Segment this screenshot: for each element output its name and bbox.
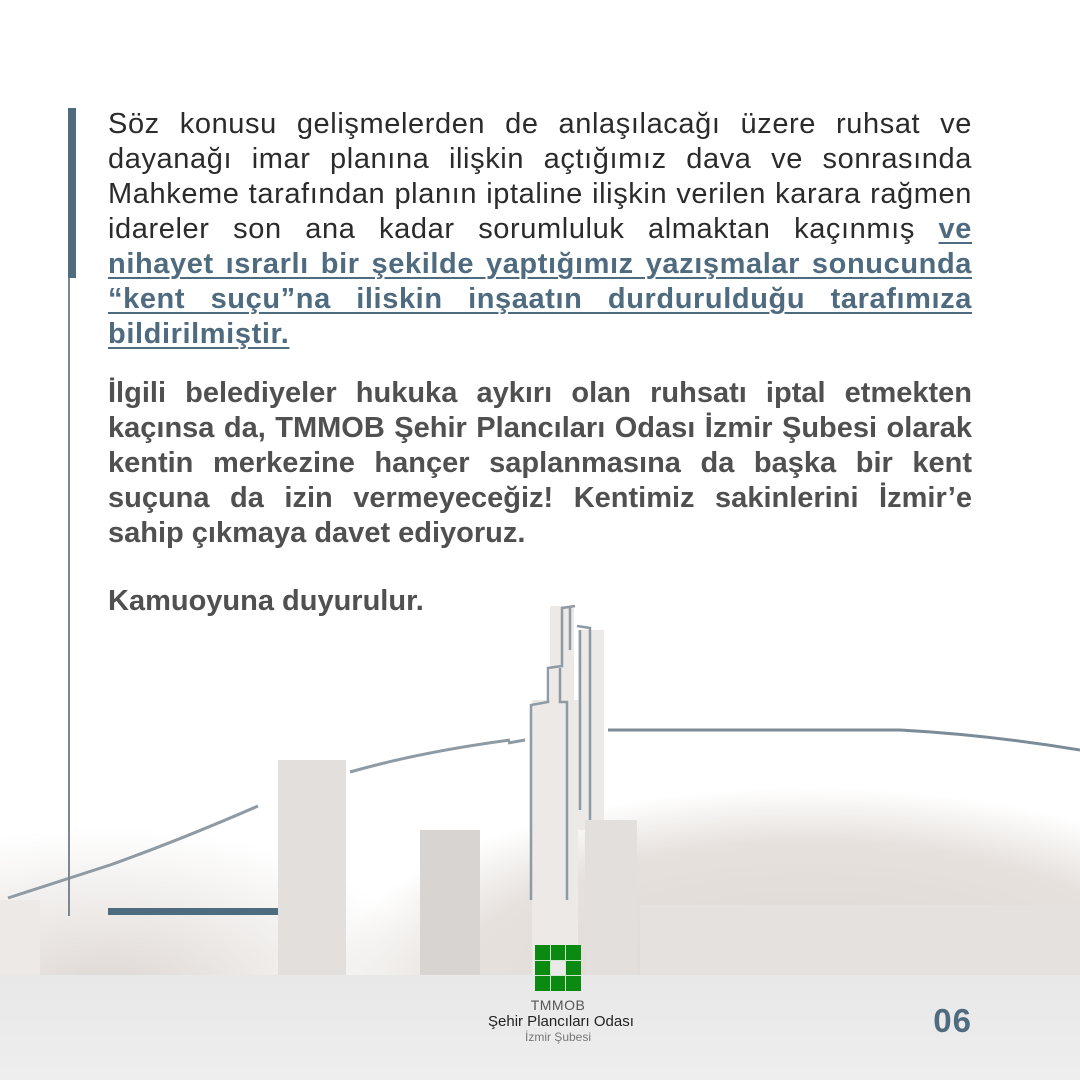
logo-line-2: Şehir Plancıları Odası xyxy=(488,1013,634,1030)
paragraph-1-highlight: ve nihayet ısrarlı bir şekilde yaptığımız yazışmalar sonucunda “kent suçu”na iliskin inşaatın durdurulduğu tarafımıza bildirilmiştir. xyxy=(108,213,972,350)
paragraph-1-text: Söz konusu gelişmelerden de anlaşılacağı üzere ruhsat ve dayanağı imar planına ilişkin açtığımız dava ve sonrasında Mahkeme tarafından planın iptaline ilişkin verilen karara rağmen idareler son ana kadar sorumluluk almaktan kaçınmış xyxy=(108,108,972,245)
press-release-body xyxy=(108,107,972,619)
accent-bar-horizontal xyxy=(108,908,278,915)
logo-line-1: TMMOB xyxy=(530,997,586,1013)
closing-statement: Kamuoyuna duyurulur. xyxy=(108,585,424,617)
logo-grid-icon xyxy=(535,945,581,991)
accent-bar-vertical xyxy=(68,108,76,278)
logo-line-3: İzmir Şubesi xyxy=(524,1030,592,1044)
paragraph-1 xyxy=(108,107,972,352)
organization-logo xyxy=(488,945,634,1044)
paragraph-2: İlgili belediyeler hukuka aykırı olan ruhsatı iptal etmekten kaçınsa da, TMMOB Şehir Plancıları Odası İzmir Şubesi olarak kentin merkezine hançer saplanmasına da başka bir kent suçuna da izin vermeyeceğiz! Kentimiz sakinlerini İzmir’e sahip çıkmaya davet ediyoruz. xyxy=(108,377,972,549)
page-number: 06 xyxy=(933,1002,972,1039)
